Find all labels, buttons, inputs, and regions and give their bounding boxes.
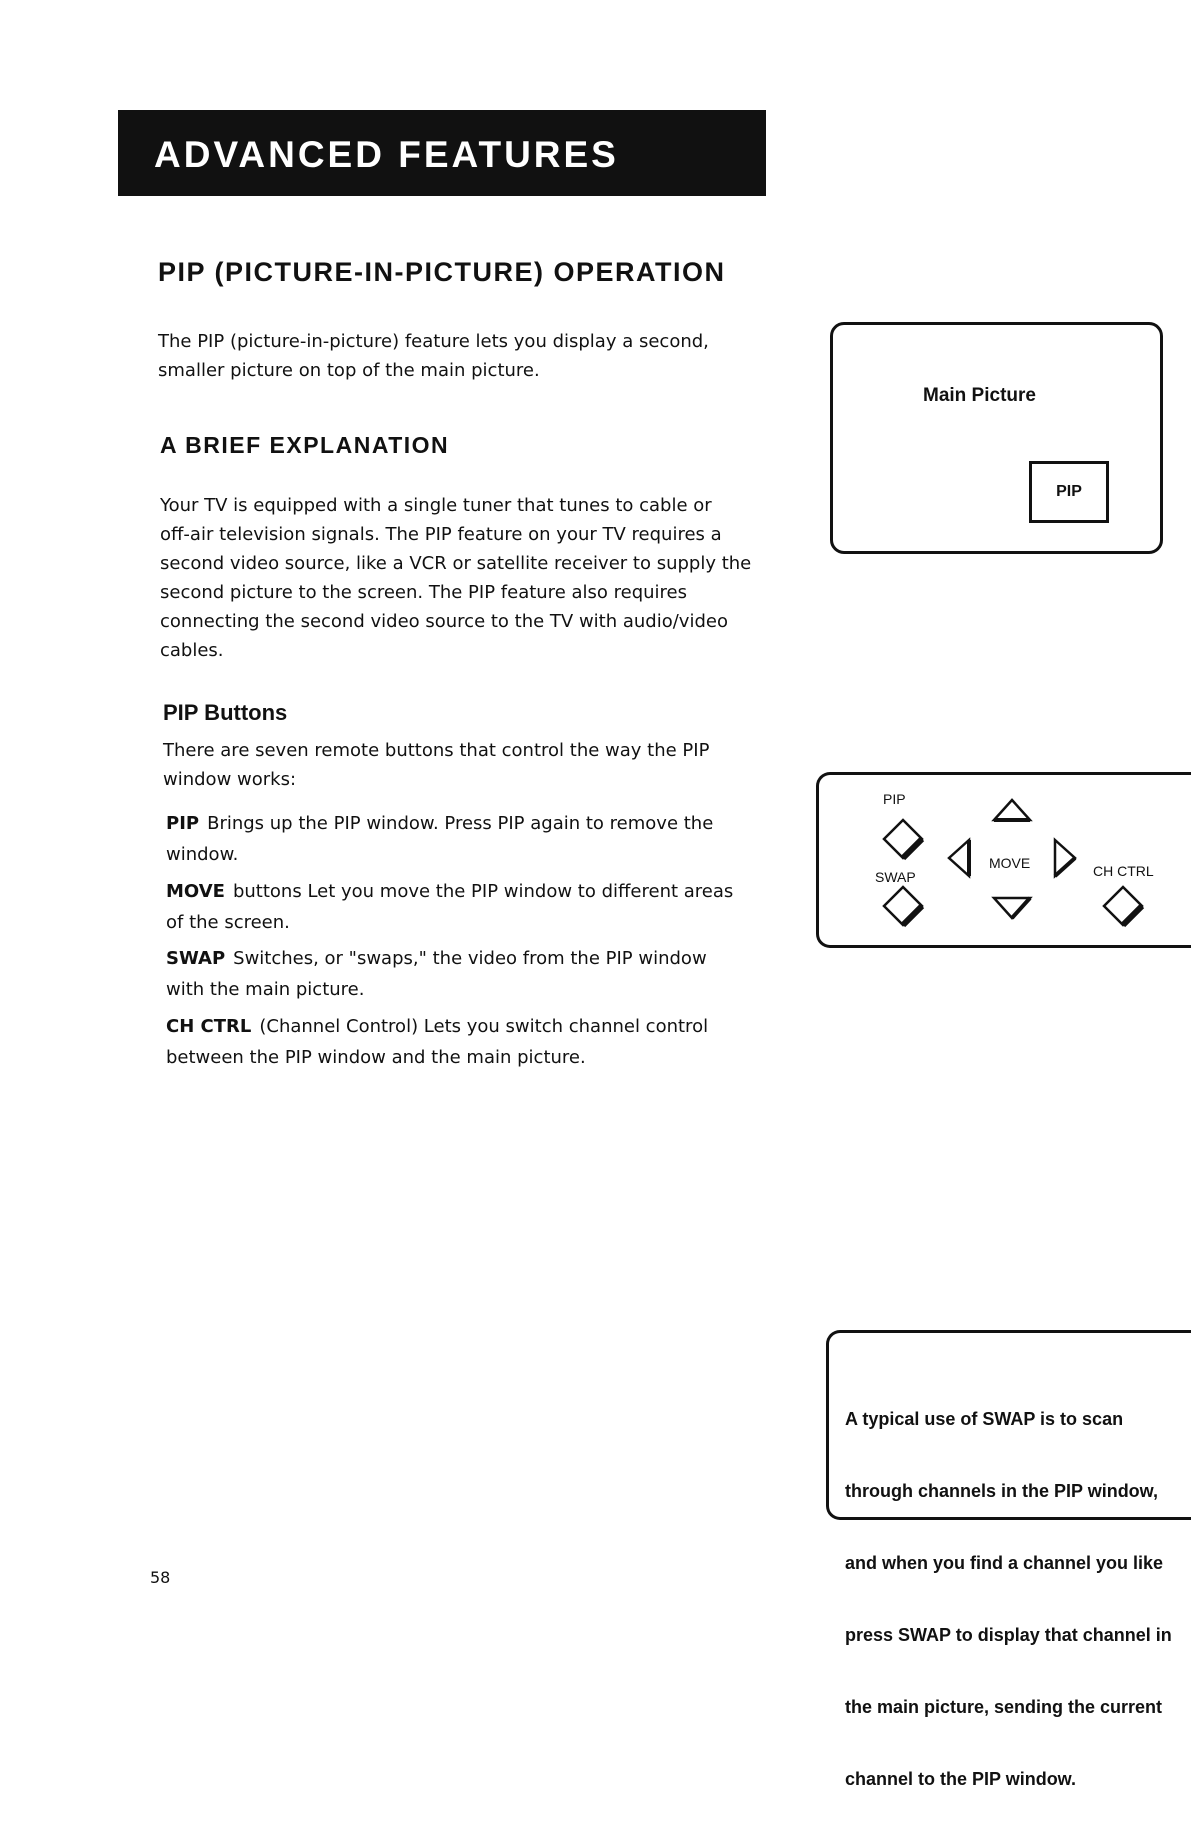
intro-line: The PIP (picture-in-picture) feature lets you display a second, [158,331,709,352]
definition-text: Brings up the PIP window. Press PIP again to remove the [207,813,714,834]
note-line: channel to the PIP window. [845,1769,1077,1789]
brief-explanation-heading: A BRIEF EXPLANATION [160,432,450,458]
note-line: and when you find a channel you like [845,1553,1164,1573]
brief-line: Your TV is equipped with a single tuner that tunes to cable or [160,495,712,516]
definition-text: of the screen. [166,912,290,933]
definition-swap [166,943,707,1005]
pip-window-diagram [1029,461,1109,523]
move-right-icon [1055,840,1075,876]
definition-text: with the main picture. [166,979,365,1000]
definition-text: (Channel Control) Lets you switch channel control [259,1016,709,1037]
section-title: ADVANCED FEATURES [154,134,619,175]
main-picture-label: Main Picture [923,385,1036,406]
swap-button-icon [884,887,922,925]
move-button-label: MOVE [989,855,1031,871]
tip-note-text [845,1359,1172,1839]
intro-line: smaller picture on top of the main picture. [158,360,540,381]
definition-term: MOVE [166,881,225,902]
pip-buttons-intro [163,736,709,794]
definition-text: Switches, or "swaps," the video from the PIP window [233,948,707,969]
note-line: A typical use of SWAP is to scan [845,1409,1124,1429]
note-line: press SWAP to display that channel in [845,1625,1172,1645]
note-line: the main picture, sending the current [845,1697,1163,1717]
move-left-icon [949,840,969,876]
brief-line: off-air television signals. The PIP feature on your TV requires a [160,524,722,545]
tip-note [826,1330,1191,1789]
pip-button-label: PIP [883,791,906,807]
section-banner [118,110,766,196]
ch-ctrl-button-label: CH CTRL [1093,863,1154,879]
definition-move [166,876,733,938]
page-title: PIP (PICTURE-IN-PICTURE) OPERATION [158,257,726,287]
buttons-intro-line: window works: [163,769,297,790]
pip-button-icon [884,820,922,858]
brief-line: connecting the second video source to the TV with audio/video [160,611,728,632]
move-up-icon [994,800,1030,820]
brief-line: second picture to the screen. The PIP feature also requires [160,582,688,603]
definition-pip [166,808,713,870]
definition-text: between the PIP window and the main picture. [166,1047,586,1068]
definition-term: PIP [166,813,200,834]
definition-term: SWAP [166,948,226,969]
note-line: through channels in the PIP window, [845,1481,1159,1501]
pip-buttons-heading: PIP Buttons [163,700,288,725]
move-down-icon [994,898,1030,918]
brief-line: second video source, like a VCR or satellite receiver to supply the [160,553,752,574]
swap-button-label: SWAP [875,869,916,885]
definition-text: window. [166,844,239,865]
definition-ch-ctrl [166,1011,708,1073]
brief-explanation-paragraph [160,491,751,665]
buttons-intro-line: There are seven remote buttons that control the way the PIP [163,740,710,761]
pip-window-label: PIP [1056,483,1082,500]
page-number: 58 [150,1568,171,1587]
definition-text: buttons Let you move the PIP window to different areas [232,881,734,902]
main-picture-diagram [830,322,1163,554]
brief-line: cables. [160,640,224,661]
ch-ctrl-button-icon [1104,887,1142,925]
intro-paragraph [158,327,709,385]
remote-buttons-diagram [816,772,1191,948]
definition-term: CH CTRL [166,1016,252,1037]
